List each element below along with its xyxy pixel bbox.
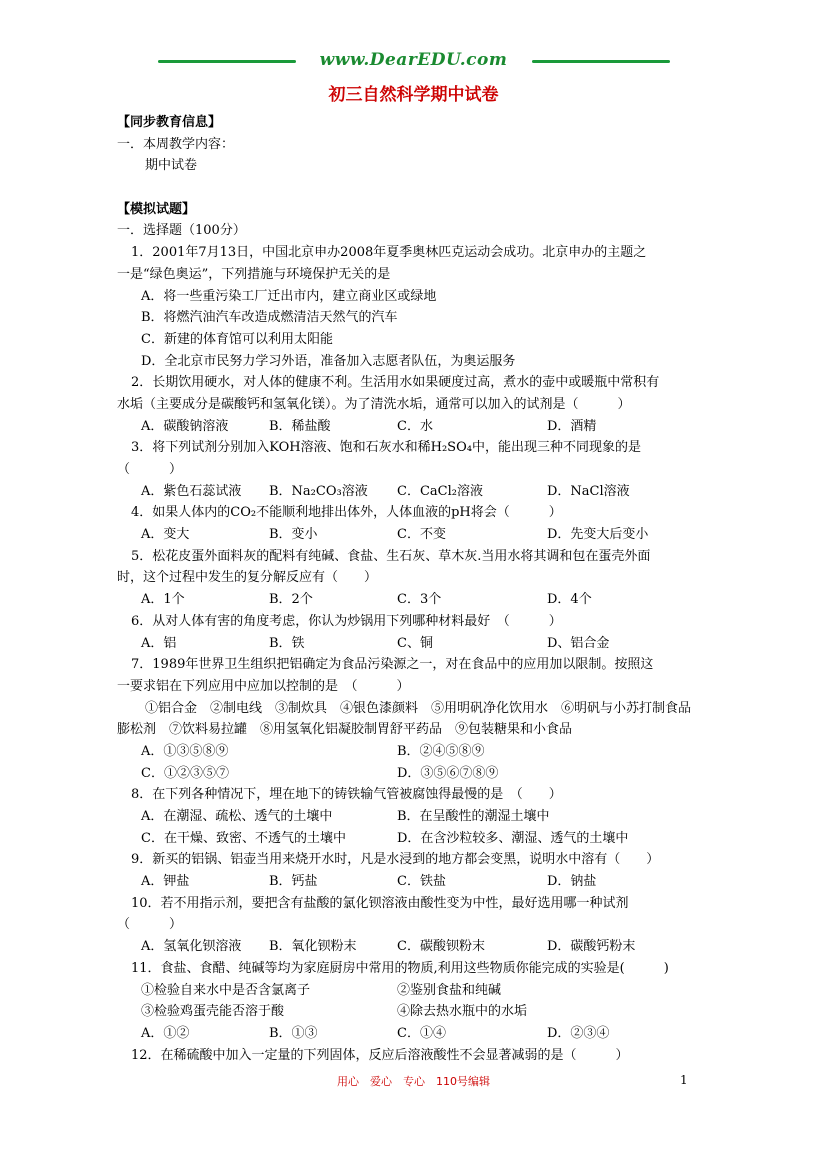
option: C．水 [397,418,433,434]
option: B．铁 [269,635,305,651]
document-body [117,112,717,1066]
option: C．①②③⑤⑦ [141,765,229,781]
option: C．CaCl₂溶液 [397,483,483,499]
page-number: 1 [680,1073,688,1087]
question-text: 8．在下列各种情况下，埋在地下的铸铁输气管被腐蚀得最慢的是 （ ） [131,787,562,803]
page-title: 初三自然科学期中试卷 [328,85,499,105]
question-text: 12．在稀硫酸中加入一定量的下列固体，反应后溶液酸性不会显著减弱的是（ ） [131,1047,629,1063]
option: A．1个 [141,592,185,608]
options-row [117,763,717,785]
options-row [117,416,717,438]
sub-item: ③检验鸡蛋壳能否溶于酸 [141,1004,285,1020]
option: D．酒精 [547,418,597,434]
part-heading: 一．选择题（100分） [117,223,246,239]
option: C．不变 [397,527,446,543]
option: D．4个 [547,592,592,608]
option: B．在呈酸性的潮湿土壤中 [397,809,550,824]
question-text: 11．食盐、食醋、纯碱等均为家庭厨房中常用的物质,利用这些物质你能完成的实验是( ) [131,960,669,976]
section-heading: 【同步教育信息】 [117,115,222,130]
options-row [117,481,717,503]
sub-item: ②鉴别食盐和纯碱 [397,982,502,998]
header-line-right [532,60,670,63]
option: B．钙盐 [269,874,318,890]
question-text: 时，这个过程中发生的复分解反应有（ ） [117,570,378,586]
option: C．3个 [397,592,442,608]
question-text: （ ） [117,462,183,477]
option: B．①③ [269,1025,318,1041]
option: B．2个 [269,592,313,608]
options-row [117,589,717,611]
sub-item: ④除去热水瓶中的水垢 [397,1004,528,1020]
sub-items: 膨松剂 ⑦饮料易拉罐 ⑧用氢氧化铝凝胶制胃舒平药品 ⑨包装糖果和小食品 [117,722,573,738]
question-text: 5．松花皮蛋外面料灰的配料有纯碱、食盐、生石灰、草木灰.当用水将其调和包在蛋壳外面 [131,548,651,564]
choice: D．全北京市民努力学习外语，准备加入志愿者队伍，为奥运服务 [141,353,516,369]
options-row [117,741,717,763]
option: C．①④ [397,1025,446,1041]
option: A．碳酸钠溶液 [141,418,229,434]
question-text: 3．将下列试剂分别加入KOH溶液、饱和石灰水和稀H₂SO₄中，能出现三种不同现象的是 [131,440,641,456]
option: D．NaCl溶液 [547,483,630,499]
question-text: （ ） [117,917,183,933]
section-item: 一．本周教学内容： [117,136,235,152]
choice: B．将燃汽油汽车改造成燃清洁天然气的汽车 [141,310,398,326]
question-text: 1．2001年7月13日，中国北京申办2008年夏季奥林匹克运动会成功。北京申办的主题之 [131,245,647,261]
sub-item: ①检验自来水中是否含氯离子 [141,982,311,998]
option: A．氢氧化钡溶液 [141,939,242,955]
question-text: 6．从对人体有害的角度考虑，你认为炒锅用下列哪种材料最好 （ ） [131,613,562,629]
option: A．①② [141,1025,190,1041]
option: A．钾盐 [141,874,190,890]
option: B．变小 [269,527,318,543]
option: D．②③④ [547,1025,610,1041]
question-text: 水垢（主要成分是碳酸钙和氢氧化镁）。为了清洗水垢，通常可以加入的试剂是（ ） [117,396,631,412]
option: A．紫色石蕊试液 [141,483,242,499]
question-text: 4．如果人体内的CO₂不能顺利地排出体外，人体血液的pH将会（ ） [131,505,562,521]
options-row [117,936,717,958]
question-text: 10．若不用指示剂，要把含有盐酸的氯化钡溶液由酸性变为中性，最好选用哪一种试剂 [131,895,629,911]
options-row [117,806,717,828]
choice: A．将一些重污染工厂迁出市内，建立商业区或绿地 [141,288,437,304]
footer-note: 用心 爱心 专心 110号编辑 [337,1075,490,1088]
sub-items: ①铝合金 ②制电线 ③制炊具 ④银色漆颜料 ⑤用明矾净化饮用水 ⑥明矾与小苏打制食品 [145,700,692,716]
question-text: 一要求铝在下列应用中应加以控制的是 （ ） [117,678,410,694]
choice: C．新建的体育馆可以利用太阳能 [141,331,333,347]
option: D．钠盐 [547,874,597,890]
options-row [117,633,717,655]
section-heading: 【模拟试题】 [117,201,196,217]
option: C．在干燥、致密、不透气的土壤中 [141,830,346,846]
section-item-content: 期中试卷 [145,158,198,174]
option: A．变大 [141,527,190,543]
option: B．氧化钡粉末 [269,939,357,955]
option: D．在含沙粒较多、潮湿、透气的土壤中 [397,830,629,846]
option: C．碳酸钡粉末 [397,939,485,955]
option: D、铝合金 [547,635,610,651]
option: C．铁盐 [397,874,446,890]
option: D．碳酸钙粉末 [547,939,636,955]
question-text: 2．长期饮用硬水，对人体的健康不利。生活用水如果硬度过高，煮水的壶中或暖瓶中常积有 [131,375,660,391]
options-row [117,828,717,850]
sub-items-row [117,980,717,1002]
option: B．②④⑤⑧⑨ [397,743,485,759]
question-text: 9．新买的铝锅、铝壶当用来烧开水时，凡是水浸到的地方都会变黑，说明水中溶有（ ） [131,852,660,868]
options-row [117,524,717,546]
option: A．在潮湿、疏松、透气的土壤中 [141,809,333,824]
question-text: 一是“绿色奥运”，下列措施与环境保护无关的是 [117,266,391,282]
site-banner: www.DearEDU.com [319,50,508,70]
option: B．Na₂CO₃溶液 [269,483,368,499]
sub-items-row [117,1001,717,1023]
option: C、铜 [397,635,433,651]
option: A．①③⑤⑧⑨ [141,743,229,759]
option: D．先变大后变小 [547,527,649,543]
options-row [117,871,717,893]
option: D．③⑤⑥⑦⑧⑨ [397,765,499,781]
options-row [117,1023,717,1045]
option: A．铝 [141,635,177,651]
option: B．稀盐酸 [269,418,331,434]
question-text: 7．1989年世界卫生组织把铝确定为食品污染源之一，对在食品中的应用加以限制。按照这 [131,657,654,673]
